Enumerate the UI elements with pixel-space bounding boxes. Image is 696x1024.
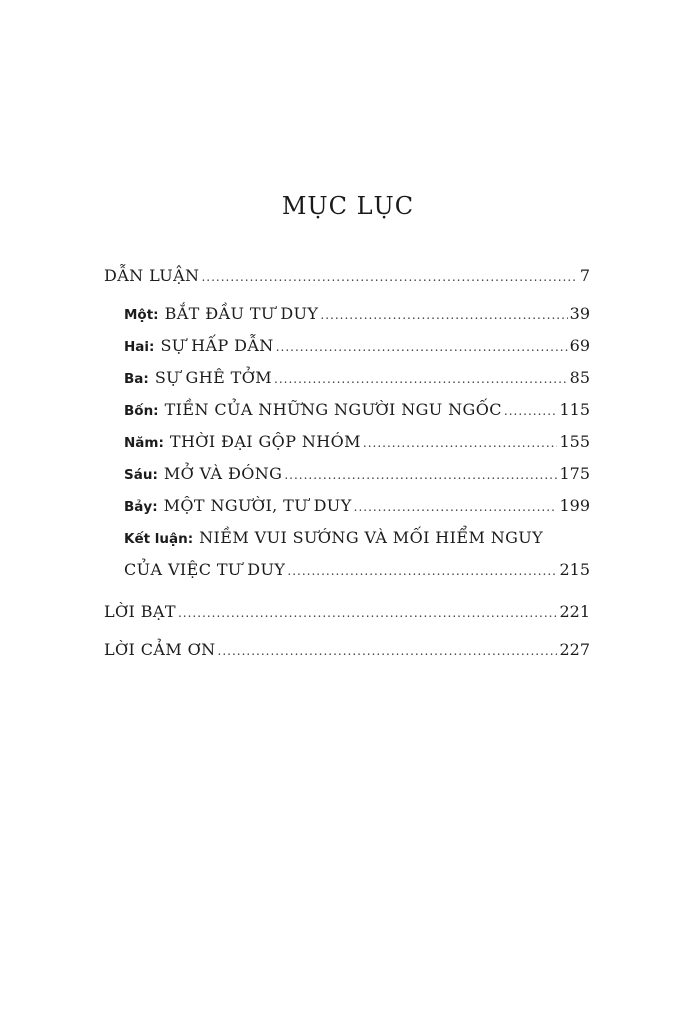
toc-page-number: 7 xyxy=(579,266,590,285)
toc-page-number: 115 xyxy=(559,400,590,419)
toc-entry-chapter-5 xyxy=(124,426,590,458)
dot-leader xyxy=(276,331,568,363)
dot-leader xyxy=(178,597,558,629)
toc-entry-acknowledgements xyxy=(104,634,590,666)
dot-leader xyxy=(504,395,558,427)
chapter-number: Bốn: xyxy=(124,403,159,419)
toc-page-number: 175 xyxy=(559,464,590,483)
toc-page-number: 221 xyxy=(559,602,590,621)
toc-entry-chapter-4 xyxy=(124,394,590,426)
toc-page-number: 199 xyxy=(559,496,590,515)
toc-entry-chapter-6 xyxy=(124,458,590,490)
chapter-title: NIỀM VUI SƯỚNG VÀ MỐI HIỂM NGUY xyxy=(199,528,544,547)
table-of-contents xyxy=(104,260,590,666)
toc-entry-chapter-1 xyxy=(124,298,590,330)
chapter-title: THỜI ĐẠI GỘP NHÓM xyxy=(169,432,361,451)
dot-leader xyxy=(320,299,567,331)
chapter-number: Sáu: xyxy=(124,467,158,483)
dot-leader xyxy=(284,459,557,491)
chapter-number: Ba: xyxy=(124,371,149,387)
dot-leader xyxy=(363,427,558,459)
chapter-title-continued: CỦA VIỆC TƯ DUY xyxy=(124,560,286,579)
chapter-title: TIỀN CỦA NHỮNG NGƯỜI NGU NGỐC xyxy=(164,400,502,419)
chapter-number: Bảy: xyxy=(124,499,158,515)
toc-entry-afterword xyxy=(104,596,590,628)
dot-leader xyxy=(287,555,557,587)
toc-entry-label: LỜI CẢM ƠN xyxy=(104,640,216,659)
toc-entry-chapter-2 xyxy=(124,330,590,362)
toc-page-number: 215 xyxy=(559,560,590,579)
toc-page-number: 85 xyxy=(569,368,590,387)
dot-leader xyxy=(354,491,558,523)
chapter-title: SỰ HẤP DẪN xyxy=(160,336,274,355)
dot-leader xyxy=(201,261,577,293)
chapter-number: Năm: xyxy=(124,435,164,451)
dot-leader xyxy=(218,635,558,667)
toc-entry-label: LỜI BẠT xyxy=(104,602,176,621)
chapter-title: BẮT ĐẦU TƯ DUY xyxy=(164,304,319,323)
toc-entry-label: DẪN LUẬN xyxy=(104,266,200,285)
chapter-title: MỞ VÀ ĐÓNG xyxy=(163,464,283,483)
chapter-title: SỰ GHÊ TỞM xyxy=(154,368,273,387)
dot-leader xyxy=(274,363,568,395)
toc-entry-conclusion-continued xyxy=(124,554,590,586)
page-title: MỤC LỤC xyxy=(281,192,415,220)
toc-entry-chapter-7 xyxy=(124,490,590,522)
toc-entry-conclusion xyxy=(124,522,590,554)
toc-page-number: 155 xyxy=(559,432,590,451)
chapter-title: MỘT NGƯỜI, TƯ DUY xyxy=(163,496,352,515)
toc-page-number: 39 xyxy=(569,304,590,323)
toc-entry-intro xyxy=(104,260,590,292)
chapter-number: Một: xyxy=(124,307,159,323)
chapter-number: Hai: xyxy=(124,339,155,355)
chapter-number: Kết luận: xyxy=(124,531,194,547)
toc-entry-chapter-3 xyxy=(124,362,590,394)
toc-page-number: 227 xyxy=(559,640,590,659)
toc-page-number: 69 xyxy=(569,336,590,355)
